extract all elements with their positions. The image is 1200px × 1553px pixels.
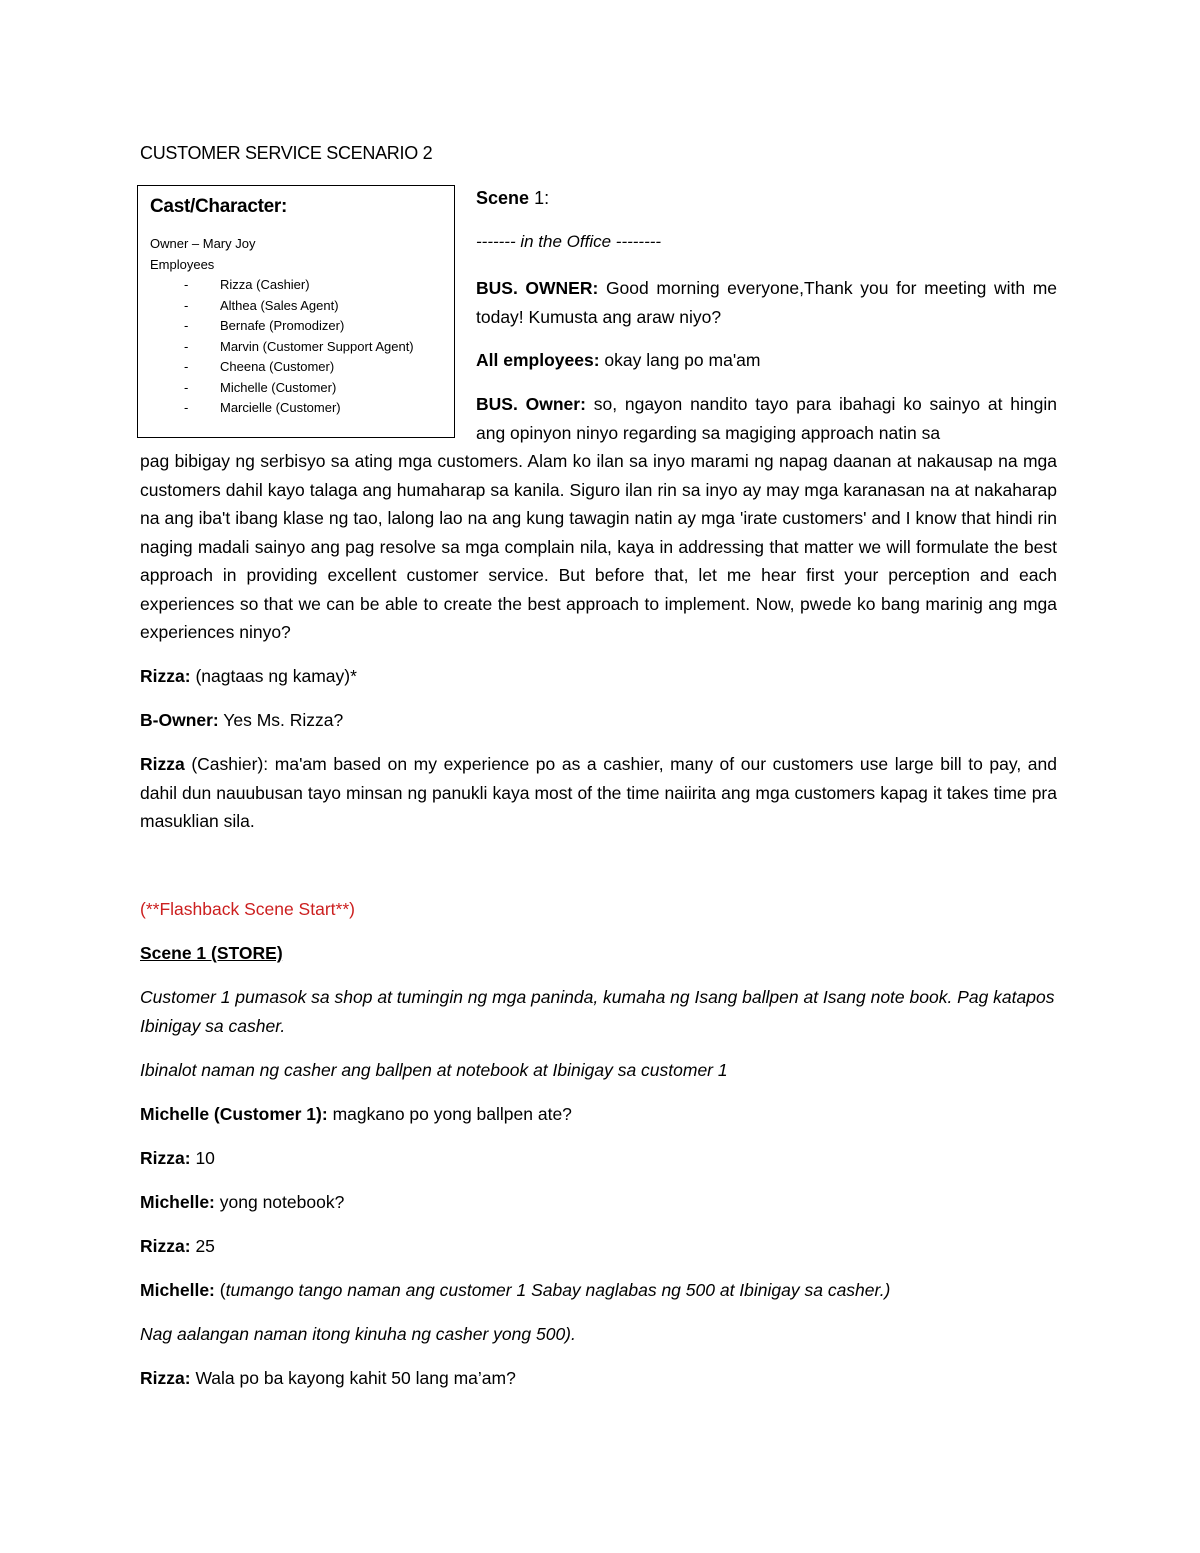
cast-member: - Bernafe (Promodizer) [184, 318, 345, 333]
dialogue-text: (Cashier): ma'am based on my experience po as a cashier, many of our customers use large bill to pay, and dahil dun nauubusan tayo minsan ng panukli kaya most of the time naiirita ang mga customers kapag it takes time pra masuklian sila. [140, 754, 1057, 831]
speaker-label: Michelle (Customer 1): [140, 1104, 328, 1124]
dialogue-rizza-cashier [140, 750, 1057, 836]
dialogue-all-employees [476, 346, 1057, 375]
scene1-heading: Scene 1: [476, 188, 550, 208]
dialogue-text: Yes Ms. Rizza? [223, 710, 344, 730]
stage-direction: Ibinalot naman ng casher ang ballpen at notebook at Ibinigay sa customer 1 [140, 1060, 728, 1080]
speaker-label: B-Owner: [140, 710, 219, 730]
dialogue-line [140, 1232, 1057, 1261]
cast-member: - Rizza (Cashier) [184, 277, 310, 292]
dialogue-text: magkano po yong ballpen ate? [332, 1104, 572, 1124]
dialogue-owner-explain-a [476, 390, 1057, 447]
cast-owner: Owner – Mary Joy [150, 236, 256, 251]
dialogue-text: Good morning everyone,Thank you for meeting with me today! Kumusta ang araw niyo? [476, 278, 1058, 327]
dialogue-text: (tumango tango naman ang customer 1 Sabay naglabas ng 500 at Ibinigay sa casher.) [219, 1280, 891, 1300]
speaker-label: BUS. OWNER: [476, 278, 599, 298]
cast-employees-label: Employees [150, 256, 215, 272]
dialogue-line [140, 1364, 1057, 1393]
dialogue-text: yong notebook? [219, 1192, 345, 1212]
office-stage-direction: ------- in the Office -------- [476, 232, 662, 251]
dialogue-bowner [140, 706, 1057, 735]
dialogue-text: 10 [195, 1148, 215, 1168]
speaker-label: Rizza: [140, 666, 191, 686]
cast-heading: Cast/Character: [150, 196, 287, 217]
cast-member: - Althea (Sales Agent) [184, 297, 339, 313]
cast-box [137, 185, 455, 438]
cast-member: - Cheena (Customer) [184, 359, 335, 374]
cast-list [150, 275, 442, 419]
dialogue-line [140, 1276, 1057, 1305]
speaker-label: BUS. Owner: [476, 394, 586, 414]
dialogue-text: (nagtaas ng kamay)* [195, 666, 357, 686]
speaker-label: Michelle: [140, 1280, 215, 1300]
dialogue-rizza-raise-hand [140, 662, 1057, 691]
stage-direction: Nag aalangan naman itong kinuha ng casher yong 500). [140, 1324, 576, 1344]
dialogue-text: so, ngayon nandito tayo para ibahagi ko sainyo at hingin ang opinyon ninyo regarding sa magiging approach natin sa [476, 394, 1057, 443]
document-title: CUSTOMER SERVICE SCENARIO 2 [140, 143, 433, 163]
cast-member: - Marcielle (Customer) [184, 400, 341, 415]
dialogue-owner-explain-b: pag bibigay ng serbisyo sa ating mga customers. Alam ko ilan sa inyo marami ng napag daanan at nakausap na mga customers dahil kayo talaga ang humaharap sa kanila. Siguro ilan rin sa inyo ay may mga karanasan na at nakaharap na ang iba't ibang klase ng tao, lalong lao na ang kung tawagin natin ay mga 'irate customers' and I know that hindi rin naging madali sainyo ang pag resolve sa mga complain nila, kaya in addressing that matter we will formulate the best approach in providing excellent customer service. But before that, let me hear first your perception and each experiences so that we can be able to create the best approach to implement. Now, pwede ko bang marinig ang mga experiences ninyo? [140, 451, 1057, 642]
speaker-label: Rizza: [140, 1148, 191, 1168]
flashback-marker: (**Flashback Scene Start**) [140, 899, 355, 919]
dialogue-text: Wala po ba kayong kahit 50 lang ma’am? [195, 1368, 516, 1388]
dialogue-line [140, 1100, 1057, 1129]
cast-member: - Michelle (Customer) [184, 379, 337, 395]
dialogue-line [140, 1144, 1057, 1173]
speaker-label: Michelle: [140, 1192, 215, 1212]
speaker-label: Rizza [140, 754, 185, 774]
dialogue-owner-greeting [476, 274, 1057, 331]
dialogue-line [140, 1188, 1057, 1217]
cast-member: - Marvin (Customer Support Agent) [184, 338, 414, 354]
stage-direction: Customer 1 pumasok sa shop at tumingin ng mga paninda, kumaha ng Isang ballpen at Isang note book. Pag katapos Ibinigay sa casher. [140, 987, 1055, 1036]
dialogue-text: 25 [195, 1236, 215, 1256]
flashback-scene-heading: Scene 1 (STORE) [140, 943, 283, 963]
dialogue-text: okay lang po ma'am [604, 350, 761, 370]
speaker-label: Rizza: [140, 1236, 191, 1256]
speaker-label: Rizza: [140, 1368, 191, 1388]
speaker-label: All employees: [476, 350, 600, 370]
